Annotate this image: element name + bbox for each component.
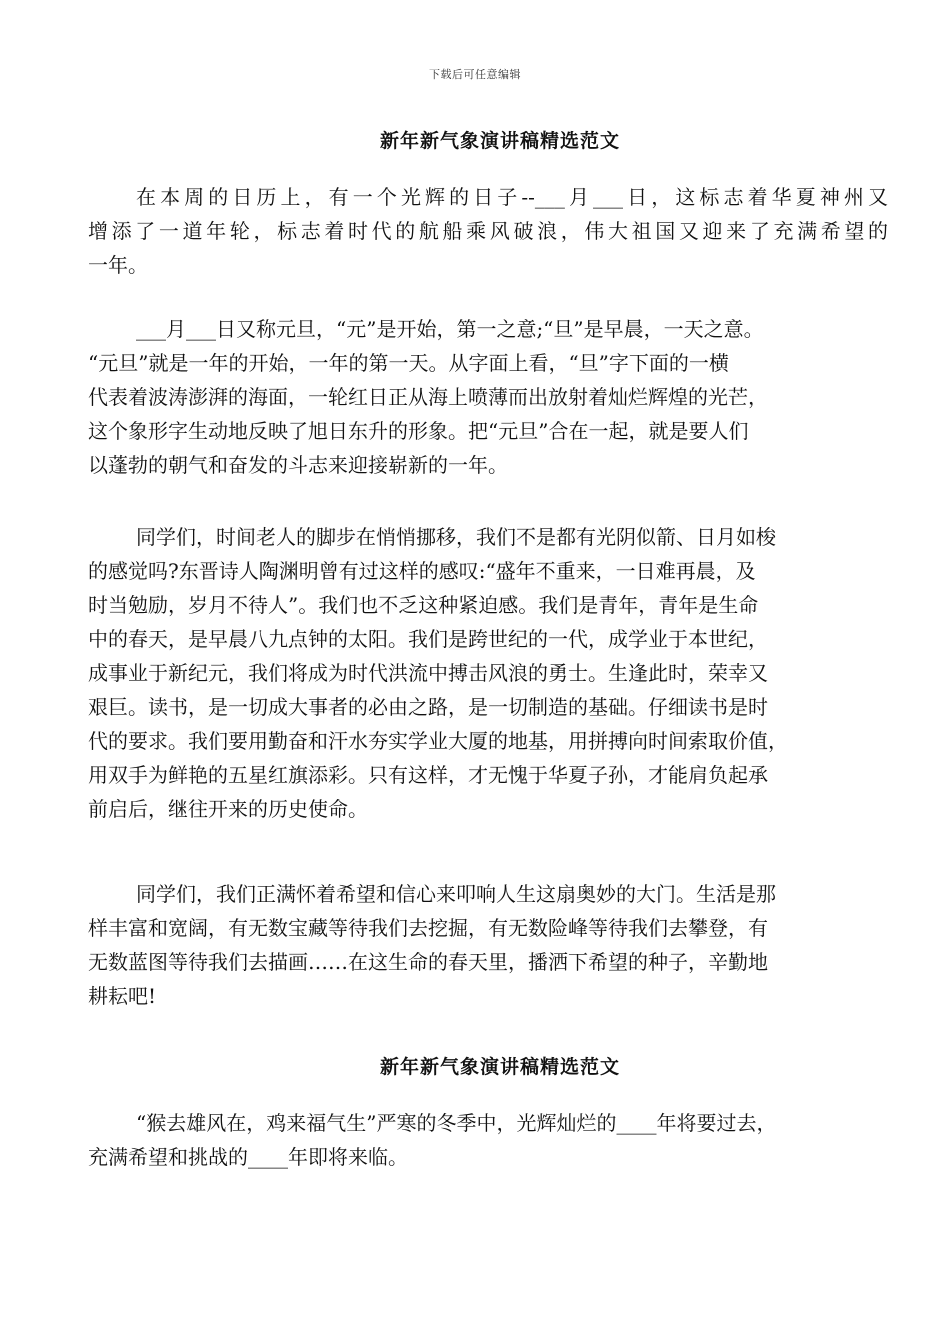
paragraph-line: 样丰富和宽阔，有无数宝藏等待我们去挖掘，有无数险峰等待我们去攀登，有 <box>88 916 768 940</box>
paragraph-line: 成事业于新纪元，我们将成为时代洪流中搏击风浪的勇士。生逢此时，荣幸又 <box>88 661 768 685</box>
paragraph-line: 耕耘吧! <box>88 984 157 1008</box>
paragraph-line: 一年。 <box>88 253 148 277</box>
paragraph-line: “猴去雄风在，鸡来福气生”严寒的冬季中，光辉灿烂的____年将要过去， <box>136 1111 777 1135</box>
paragraph-5 <box>88 1106 888 1174</box>
header-note: 下载后可任意编辑 <box>429 68 521 81</box>
paragraph-3 <box>88 520 888 826</box>
paragraph-2 <box>88 312 888 482</box>
paragraph-line: 无数蓝图等待我们去描画……在这生命的春天里，播洒下希望的种子，辛勤地 <box>88 950 768 974</box>
paragraph-line: 同学们，我们正满怀着希望和信心来叩响人生这扇奥妙的大门。生活是那 <box>136 882 776 906</box>
paragraph-line: 以蓬勃的朝气和奋发的斗志来迎接崭新的一年。 <box>88 453 508 477</box>
paragraph-line: 代表着波涛澎湃的海面，一轮红日正从海上喷薄而出放射着灿烂辉煌的光芒， <box>88 385 768 409</box>
paragraph-1 <box>88 180 888 282</box>
paragraph-line: 充满希望和挑战的____年即将来临。 <box>88 1145 408 1169</box>
paragraph-line: 的感觉吗?东晋诗人陶渊明曾有过这样的感叹:“盛年不重来，一日难再晨，及 <box>88 559 756 583</box>
paragraph-line: 在本周的日历上，有一个光辉的日子--___月___日，这标志着华夏神州又 <box>136 185 888 209</box>
paragraph-4 <box>88 877 888 1013</box>
paragraph-line: 增添了一道年轮，标志着时代的航船乘风破浪，伟大祖国又迎来了充满希望的 <box>88 219 888 243</box>
paragraph-line: 时当勉励，岁月不待人”。我们也不乏这种紧迫感。我们是青年，青年是生命 <box>88 593 759 617</box>
section-title: 新年新气象演讲稿精选范文 <box>379 1056 620 1078</box>
document-title: 新年新气象演讲稿精选范文 <box>379 130 620 152</box>
paragraph-line: 同学们，时间老人的脚步在悄悄挪移，我们不是都有光阴似箭、日月如梭 <box>136 525 776 549</box>
paragraph-line: 中的春天，是早晨八九点钟的太阳。我们是跨世纪的一代，成学业于本世纪， <box>88 627 768 651</box>
paragraph-line: 前启后，继往开来的历史使命。 <box>88 797 368 821</box>
paragraph-line: 艰巨。读书，是一切成大事者的必由之路，是一切制造的基础。仔细读书是时 <box>88 695 768 719</box>
paragraph-line: ___月___日又称元旦，“元”是开始，第一之意;“旦”是早晨，一天之意。 <box>136 317 764 341</box>
paragraph-line: “元旦”就是一年的开始，一年的第一天。从字面上看，“旦”字下面的一横 <box>88 351 729 375</box>
paragraph-line: 用双手为鲜艳的五星红旗添彩。只有这样，才无愧于华夏子孙，才能肩负起承 <box>88 763 768 787</box>
paragraph-line: 这个象形字生动地反映了旭日东升的形象。把“元旦”合在一起，就是要人们 <box>88 419 749 443</box>
paragraph-line: 代的要求。我们要用勤奋和汗水夯实学业大厦的地基，用拼搏向时间索取价值， <box>88 729 788 753</box>
